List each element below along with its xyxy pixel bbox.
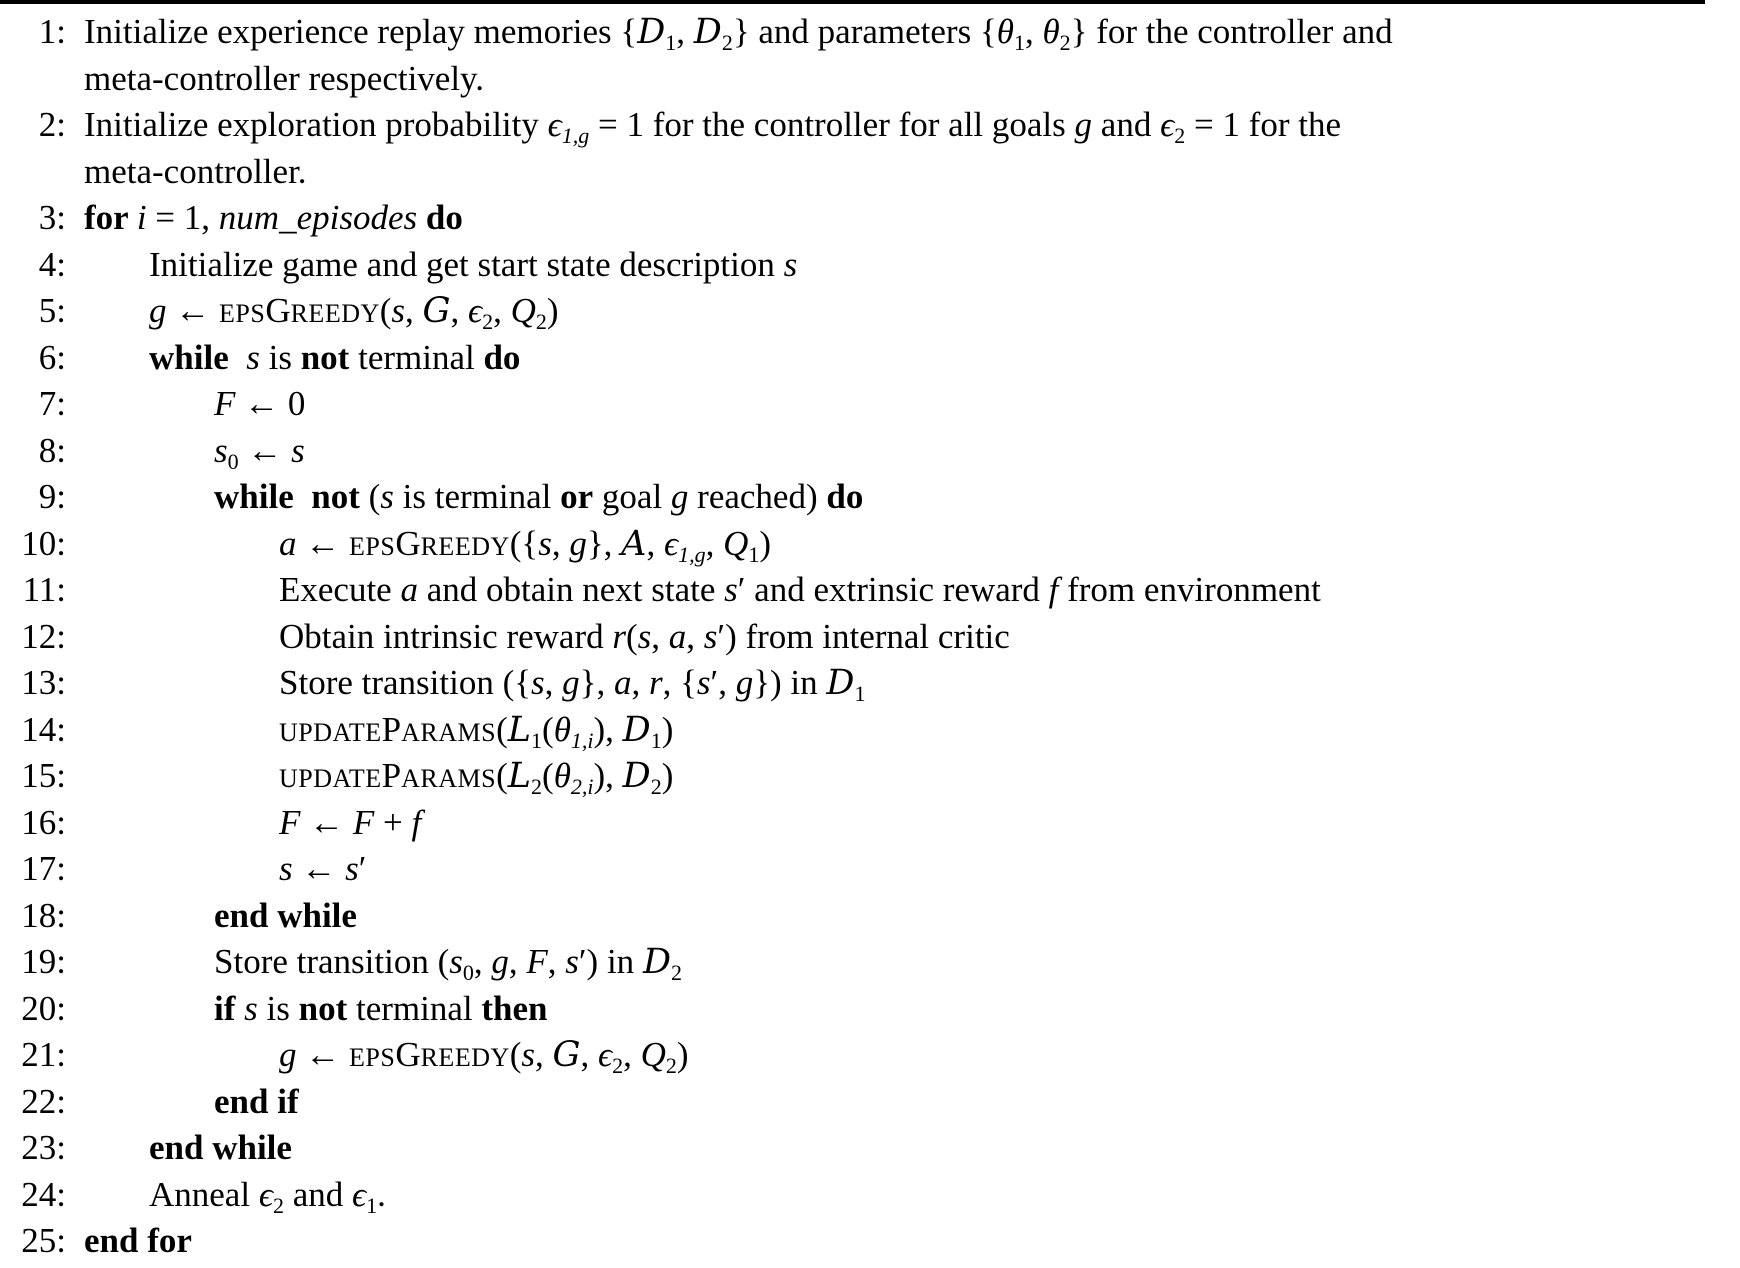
algorithm-line-continuation	[0, 56, 1740, 103]
algorithm-line	[0, 428, 1740, 475]
text-segment: s	[531, 663, 545, 702]
line-number: 1:	[38, 12, 66, 51]
line-content	[66, 849, 366, 888]
text-segment: REEDY	[290, 299, 380, 328]
line-number: 16:	[21, 802, 66, 842]
text-segment: Store transition (	[214, 942, 450, 981]
text-segment: ϵ	[468, 291, 483, 330]
text-segment: ,	[705, 523, 724, 563]
algorithm-line	[0, 521, 1740, 568]
text-segment: s	[696, 663, 711, 702]
text-segment: a	[613, 663, 632, 702]
text-segment: ARAMS	[401, 717, 497, 747]
text-segment: or	[560, 477, 594, 516]
line-content	[66, 570, 1321, 609]
text-segment: g	[569, 523, 587, 563]
text-segment: ϵ	[598, 1035, 613, 1074]
text-segment: do	[826, 477, 864, 516]
text-segment: = 1,	[146, 198, 219, 237]
text-segment: s	[345, 849, 359, 888]
line-number: 18:	[21, 895, 66, 935]
text-segment: meta-controller respectively.	[84, 58, 485, 98]
text-segment: a	[668, 616, 687, 656]
line-number: 19:	[21, 942, 66, 981]
text-segment: ,	[646, 523, 664, 563]
text-segment: ,	[547, 942, 566, 981]
text-segment: ϵ	[663, 523, 679, 563]
algorithm-line	[0, 567, 1740, 614]
line-content	[66, 430, 305, 474]
text-segment: ,	[676, 12, 694, 51]
algorithm-line	[0, 381, 1740, 428]
text-segment: F	[279, 802, 301, 842]
text-segment: D	[622, 709, 651, 750]
text-segment: while	[149, 337, 238, 377]
text-segment: Initialize exploration probability	[84, 105, 548, 144]
text-segment: ARAMS	[401, 764, 497, 793]
line-content	[66, 896, 357, 935]
text-segment: Initialize game and get start state description	[149, 244, 784, 284]
text-segment: while	[214, 477, 303, 516]
text-segment: a	[279, 523, 297, 563]
line-content	[66, 198, 463, 237]
text-segment: 1	[531, 727, 543, 753]
algorithm-line-continuation	[0, 149, 1740, 196]
text-segment: G	[552, 1035, 581, 1075]
text-segment: )	[676, 1035, 689, 1074]
text-segment: Obtain intrinsic reward	[279, 616, 613, 656]
text-segment: 2	[1174, 123, 1186, 148]
text-segment: (	[496, 756, 508, 795]
text-segment: goal	[593, 477, 671, 516]
algorithm-line	[0, 707, 1740, 754]
text-segment: 2	[650, 774, 662, 799]
line-number: 5:	[38, 291, 66, 330]
text-segment: P	[381, 709, 402, 749]
text-segment: not	[298, 988, 348, 1028]
text-segment: (	[542, 709, 554, 749]
text-segment: Q	[723, 523, 749, 563]
algorithm-line	[0, 660, 1740, 707]
algorithm-line	[0, 893, 1740, 940]
line-content	[66, 523, 771, 567]
line-number: 7:	[38, 384, 66, 423]
text-segment: (	[542, 756, 554, 795]
text-segment: not	[311, 477, 360, 516]
line-number: 22:	[21, 1081, 66, 1121]
algorithm-top-rule	[0, 0, 1705, 4]
text-segment: 1	[650, 727, 662, 753]
line-number: 14:	[21, 709, 66, 749]
text-segment: s	[538, 523, 552, 563]
text-segment: ({	[509, 523, 539, 563]
algorithm-line	[0, 614, 1740, 661]
line-content	[66, 291, 559, 334]
text-segment: (	[359, 477, 381, 516]
line-content	[66, 942, 682, 985]
text-segment: UPDATE	[279, 717, 382, 747]
text-segment: do	[483, 337, 521, 377]
text-segment: ϵ	[351, 1174, 367, 1214]
line-content	[66, 152, 307, 191]
text-segment: ′,	[710, 663, 736, 702]
text-segment: for	[84, 198, 137, 237]
line-number: 4:	[38, 244, 66, 284]
text-segment: ,	[405, 291, 423, 330]
text-segment: ,	[651, 616, 669, 656]
text-segment: end while	[149, 1128, 292, 1167]
text-segment: ),	[593, 756, 623, 795]
algorithm-line	[0, 800, 1740, 847]
text-segment: G	[395, 523, 421, 563]
text-segment: ,	[631, 663, 649, 702]
text-segment: 1	[854, 681, 866, 706]
text-segment: D	[693, 12, 722, 52]
algorithm-line	[0, 1032, 1740, 1079]
text-segment: ,	[473, 942, 492, 981]
text-segment: reached)	[688, 477, 827, 516]
text-segment: then	[481, 988, 548, 1028]
text-segment: s	[521, 1035, 536, 1074]
text-segment: Execute	[279, 570, 401, 609]
text-segment: s	[279, 849, 293, 888]
text-segment: 1,g	[561, 123, 590, 148]
text-segment: s	[291, 430, 305, 470]
line-content	[66, 384, 305, 423]
text-segment: s	[565, 942, 579, 981]
text-segment: (	[379, 291, 392, 330]
text-segment: ←	[238, 430, 292, 470]
text-segment: s	[449, 942, 463, 981]
text-segment: g	[279, 1035, 297, 1074]
text-segment: 0	[462, 960, 474, 985]
text-segment: meta-controller.	[84, 151, 307, 191]
algorithm-line	[0, 9, 1740, 56]
algorithm-line	[0, 1125, 1740, 1172]
text-segment: s	[724, 570, 738, 609]
text-segment: )	[759, 523, 771, 563]
text-segment: terminal	[347, 988, 482, 1028]
text-segment: 2	[1059, 30, 1071, 55]
algorithm-line	[0, 195, 1740, 242]
line-content	[66, 663, 866, 706]
text-segment: f	[1048, 570, 1059, 609]
text-segment: s	[244, 988, 258, 1028]
text-segment: )	[661, 756, 674, 795]
text-segment: ←	[296, 1035, 349, 1074]
line-content	[66, 105, 1341, 148]
text-segment: is	[257, 988, 299, 1028]
text-segment: ϵ	[258, 1174, 273, 1214]
line-content	[66, 989, 548, 1028]
text-segment: ),	[593, 709, 623, 749]
text-segment: ,	[623, 1035, 641, 1074]
text-segment: and	[283, 1174, 352, 1214]
text-segment: F	[526, 942, 548, 981]
text-segment: s	[703, 616, 718, 656]
text-segment: Q	[510, 291, 536, 330]
text-segment: ′ and extrinsic reward	[737, 570, 1049, 609]
text-segment: D	[826, 663, 855, 703]
text-segment: a	[400, 570, 418, 609]
text-segment: )	[661, 709, 674, 749]
text-segment: = 1 for the controller for all goals	[589, 105, 1075, 144]
text-segment: ,	[544, 663, 563, 702]
text-segment: G	[395, 1035, 421, 1074]
text-segment: g	[735, 663, 754, 702]
text-segment: (	[509, 1035, 522, 1074]
text-segment: θ	[1042, 12, 1060, 51]
line-number: 17:	[21, 849, 66, 888]
text-segment: P	[381, 756, 402, 795]
text-segment: θ	[996, 12, 1014, 51]
line-content	[66, 59, 484, 98]
text-segment: (	[626, 616, 638, 656]
text-segment: s	[391, 291, 406, 330]
text-segment: s	[214, 430, 228, 470]
text-segment: F	[352, 802, 375, 842]
text-segment: D	[622, 756, 651, 796]
text-segment: 1	[748, 541, 760, 567]
line-number: 11:	[22, 570, 66, 609]
text-segment: G	[422, 291, 451, 331]
line-content	[66, 617, 1010, 656]
text-segment: D	[642, 942, 671, 982]
text-segment: 2	[272, 1192, 284, 1218]
text-segment: r	[648, 663, 663, 702]
text-segment: ,	[493, 291, 511, 330]
line-number: 20:	[21, 988, 66, 1028]
text-segment: ←	[166, 291, 219, 330]
text-segment: ←	[292, 849, 346, 888]
line-number: 3:	[38, 198, 66, 237]
text-segment: ,	[580, 1035, 599, 1074]
text-segment: ,	[450, 291, 469, 330]
text-segment: s	[380, 477, 394, 516]
text-segment: Store transition ({	[279, 663, 532, 702]
text-segment: ← 0	[235, 384, 306, 423]
text-segment: )	[546, 291, 559, 330]
line-content	[66, 338, 520, 377]
text-segment	[237, 338, 246, 377]
text-segment: 1,i	[570, 727, 594, 753]
text-segment: A	[621, 523, 647, 564]
text-segment: Q	[640, 1035, 666, 1074]
text-segment: 2	[482, 309, 494, 334]
text-segment: Initialize experience replay memories	[84, 12, 621, 51]
text-segment: θ	[553, 756, 571, 795]
line-content	[66, 1221, 192, 1260]
line-number: 13:	[21, 663, 66, 702]
text-segment: 1	[665, 30, 677, 55]
text-segment: from environment	[1058, 570, 1321, 609]
line-content	[66, 803, 421, 842]
line-content	[66, 245, 797, 284]
text-segment: end for	[84, 1221, 192, 1260]
algorithm-line	[0, 1079, 1740, 1126]
algorithm-line	[0, 242, 1740, 289]
text-segment: EPS	[219, 299, 266, 328]
text-segment: 2,i	[570, 774, 594, 799]
algorithm-line	[0, 846, 1740, 893]
text-segment: θ	[553, 709, 571, 749]
text-segment: num_episodes	[218, 198, 418, 237]
line-content	[66, 709, 674, 753]
line-number: 10:	[21, 523, 66, 563]
text-segment: EPS	[349, 1043, 396, 1072]
text-segment: L	[507, 756, 532, 796]
text-segment	[302, 477, 311, 516]
algorithm-line	[0, 1218, 1740, 1265]
text-segment: } and parameters {	[732, 12, 997, 51]
text-segment: 2	[671, 960, 682, 985]
text-segment: 1	[366, 1192, 378, 1218]
text-segment: 0	[227, 448, 239, 474]
text-segment: and	[1092, 105, 1161, 144]
line-number: 25:	[21, 1221, 66, 1260]
text-segment: end if	[214, 1081, 299, 1121]
text-segment: (	[496, 709, 508, 749]
text-segment: r	[612, 616, 626, 656]
text-segment: g	[491, 942, 509, 981]
text-segment: ,	[508, 942, 527, 981]
algorithm-line	[0, 335, 1740, 382]
text-segment: D	[637, 12, 666, 52]
text-segment: g	[562, 663, 580, 702]
algorithm-line	[0, 986, 1740, 1033]
algorithm-line	[0, 1172, 1740, 1219]
text-segment: s	[637, 616, 652, 656]
algorithm-line	[0, 939, 1740, 986]
text-segment: end while	[214, 895, 357, 935]
text-segment: },	[586, 523, 622, 563]
line-content	[66, 1174, 386, 1218]
text-segment: i	[136, 198, 147, 237]
text-segment: ϵ	[1160, 105, 1175, 144]
text-segment: ,	[535, 1035, 553, 1074]
line-number: 23:	[21, 1128, 66, 1167]
line-number: 12:	[21, 616, 66, 656]
text-segment: ←	[296, 523, 349, 563]
text-segment: = 1 for the	[1185, 105, 1341, 144]
line-content	[66, 1035, 689, 1078]
text-segment: do	[425, 198, 463, 237]
text-segment: 2	[535, 309, 547, 334]
line-number: 8:	[38, 430, 66, 470]
line-content	[66, 1128, 292, 1167]
text-segment: 1,g	[678, 541, 706, 567]
text-segment: }) in	[753, 663, 827, 702]
text-segment: REEDY	[420, 531, 510, 561]
line-content	[66, 477, 863, 516]
text-segment: is terminal	[393, 477, 561, 516]
text-segment: ′) in	[578, 942, 643, 981]
text-segment: ′) from internal critic	[717, 616, 1010, 656]
text-segment: {	[620, 12, 638, 51]
line-number: 2:	[38, 105, 66, 144]
text-segment: UPDATE	[279, 764, 382, 793]
text-segment: ,	[686, 616, 704, 656]
text-segment: } for the controller and	[1070, 12, 1393, 51]
text-segment: f	[411, 802, 422, 842]
text-segment: 2	[721, 30, 733, 55]
line-number: 21:	[21, 1035, 66, 1074]
text-segment: ←	[300, 802, 353, 842]
text-segment: not	[300, 337, 350, 377]
text-segment: terminal	[349, 337, 484, 377]
text-segment: s	[783, 244, 798, 284]
text-segment: },	[579, 663, 614, 702]
text-segment: +	[374, 802, 412, 842]
line-content	[66, 12, 1393, 55]
text-segment: REEDY	[420, 1043, 510, 1072]
text-segment: , {	[662, 663, 697, 702]
text-segment: Anneal	[149, 1174, 259, 1214]
text-segment: s	[246, 337, 260, 377]
text-segment: ,	[551, 523, 570, 563]
line-number: 15:	[21, 756, 66, 795]
text-segment: 2	[531, 774, 543, 799]
algorithm-line	[0, 102, 1740, 149]
line-number: 6:	[38, 337, 66, 377]
text-segment: and obtain next state	[417, 570, 725, 609]
text-segment	[417, 198, 426, 237]
text-segment: ϵ	[547, 105, 562, 144]
text-segment: ′	[358, 849, 367, 888]
text-segment: G	[265, 291, 291, 330]
text-segment: g	[1074, 105, 1093, 144]
text-segment: if	[214, 988, 245, 1028]
text-segment: F	[214, 384, 236, 423]
line-content	[66, 756, 674, 799]
algorithm-line	[0, 753, 1740, 800]
line-content	[66, 1082, 299, 1121]
text-segment: 2	[665, 1053, 677, 1078]
algorithm-line	[0, 288, 1740, 335]
text-segment: g	[670, 477, 689, 516]
text-segment: L	[507, 709, 532, 750]
text-segment: 1	[1013, 30, 1025, 55]
line-number: 9:	[38, 477, 66, 516]
text-segment: 2	[612, 1053, 624, 1078]
text-segment: .	[377, 1174, 386, 1214]
text-segment: EPS	[349, 531, 396, 561]
text-segment: is	[259, 337, 301, 377]
algorithm-pseudocode	[0, 9, 1740, 1265]
text-segment: ,	[1024, 12, 1043, 51]
line-number: 24:	[21, 1174, 66, 1214]
algorithm-line	[0, 474, 1740, 521]
text-segment: g	[149, 291, 167, 330]
